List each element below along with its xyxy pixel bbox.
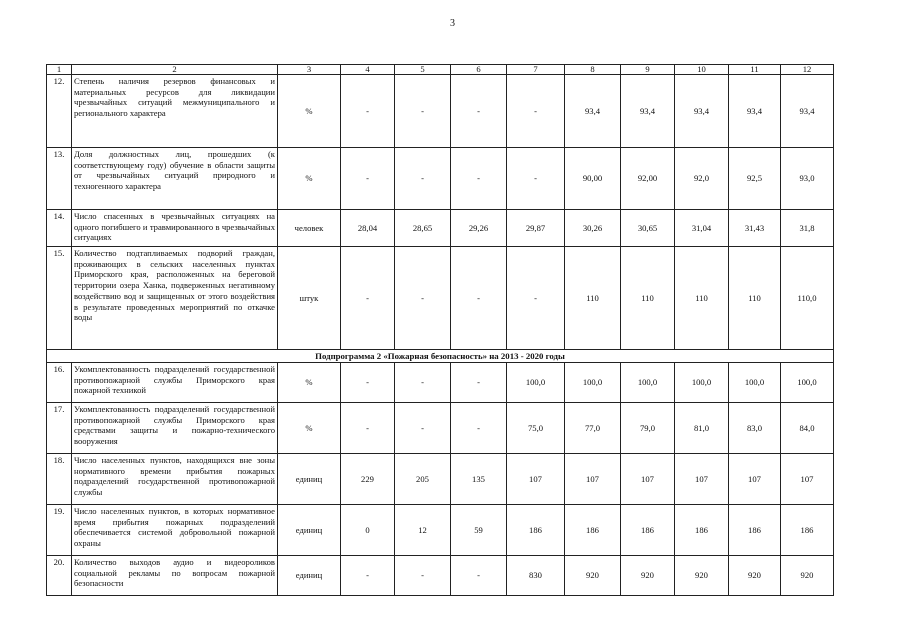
value-cell: 93,4 — [781, 75, 834, 148]
value-cell: 229 — [341, 454, 395, 505]
value-cell: 107 — [781, 454, 834, 505]
value-cell: 0 — [341, 505, 395, 556]
value-cell: - — [451, 148, 507, 210]
value-cell: - — [451, 363, 507, 403]
unit-cell: человек — [278, 210, 341, 247]
column-header: 4 — [341, 65, 395, 75]
value-cell: - — [341, 148, 395, 210]
value-cell: 90,00 — [565, 148, 621, 210]
unit-cell: % — [278, 148, 341, 210]
value-cell: 110 — [729, 247, 781, 350]
unit-cell: единиц — [278, 454, 341, 505]
column-header: 12 — [781, 65, 834, 75]
column-header: 1 — [47, 65, 72, 75]
indicator-name: Количество выходов аудио и видеороликов социальной рекламы по вопросам пожарной безопасности — [72, 556, 278, 596]
value-cell: 920 — [729, 556, 781, 596]
table-row — [47, 75, 834, 148]
value-cell: - — [395, 403, 451, 454]
value-cell: 83,0 — [729, 403, 781, 454]
table-row — [47, 454, 834, 505]
value-cell: 920 — [781, 556, 834, 596]
value-cell: 920 — [565, 556, 621, 596]
table-row — [47, 210, 834, 247]
value-cell: - — [395, 247, 451, 350]
value-cell: - — [395, 363, 451, 403]
table-row — [47, 403, 834, 454]
value-cell: - — [341, 75, 395, 148]
value-cell: 93,4 — [621, 75, 675, 148]
value-cell: 110 — [565, 247, 621, 350]
value-cell: 31,43 — [729, 210, 781, 247]
value-cell: 100,0 — [621, 363, 675, 403]
unit-cell: % — [278, 403, 341, 454]
value-cell: - — [507, 148, 565, 210]
value-cell: 100,0 — [729, 363, 781, 403]
value-cell: - — [395, 75, 451, 148]
value-cell: 81,0 — [675, 403, 729, 454]
value-cell: 100,0 — [565, 363, 621, 403]
table-row — [47, 505, 834, 556]
value-cell: 93,4 — [729, 75, 781, 148]
indicator-name: Степень наличия резервов финансовых и материальных ресурсов для ликвидации чрезвычайных ситуаций межмуниципального и регионального характера — [72, 75, 278, 148]
value-cell: 186 — [565, 505, 621, 556]
value-cell: 186 — [621, 505, 675, 556]
column-header: 7 — [507, 65, 565, 75]
value-cell: - — [341, 403, 395, 454]
indicator-name: Доля должностных лиц, прошедших (к соответствующему году) обучение в области защиты от чрезвычайных ситуаций природного и техногенного характера — [72, 148, 278, 210]
value-cell: 31,04 — [675, 210, 729, 247]
row-number: 19. — [47, 505, 72, 556]
value-cell: 135 — [451, 454, 507, 505]
value-cell: - — [341, 363, 395, 403]
unit-cell: единиц — [278, 505, 341, 556]
column-header: 10 — [675, 65, 729, 75]
value-cell: 92,0 — [675, 148, 729, 210]
value-cell: 28,65 — [395, 210, 451, 247]
row-number: 13. — [47, 148, 72, 210]
value-cell: 100,0 — [507, 363, 565, 403]
indicator-name: Число населенных пунктов, в которых нормативное время прибытия пожарных подразделений обеспечивается системой добровольной пожарной охраны — [72, 505, 278, 556]
value-cell: - — [451, 403, 507, 454]
value-cell: 28,04 — [341, 210, 395, 247]
value-cell: 30,26 — [565, 210, 621, 247]
value-cell: 186 — [507, 505, 565, 556]
value-cell: 205 — [395, 454, 451, 505]
value-cell: 92,5 — [729, 148, 781, 210]
unit-cell: % — [278, 75, 341, 148]
value-cell: 77,0 — [565, 403, 621, 454]
value-cell: 107 — [507, 454, 565, 505]
column-header: 6 — [451, 65, 507, 75]
column-header: 8 — [565, 65, 621, 75]
value-cell: 107 — [729, 454, 781, 505]
indicator-name: Число населенных пунктов, находящихся вне зоны нормативного времени прибытия пожарных подразделений государственной противопожарной службы — [72, 454, 278, 505]
indicator-name: Число спасенных в чрезвычайных ситуациях на одного погибшего и травмированного в чрезвычайных ситуациях — [72, 210, 278, 247]
value-cell: 100,0 — [781, 363, 834, 403]
value-cell: 110 — [621, 247, 675, 350]
value-cell: 186 — [729, 505, 781, 556]
value-cell: - — [395, 556, 451, 596]
value-cell: - — [507, 247, 565, 350]
value-cell: 84,0 — [781, 403, 834, 454]
value-cell: 920 — [621, 556, 675, 596]
unit-cell: % — [278, 363, 341, 403]
subprogram-title: Подпрограмма 2 «Пожарная безопасность» на 2013 - 2020 годы — [47, 350, 834, 363]
value-cell: 920 — [675, 556, 729, 596]
value-cell: 59 — [451, 505, 507, 556]
row-number: 15. — [47, 247, 72, 350]
value-cell: 93,0 — [781, 148, 834, 210]
row-number: 20. — [47, 556, 72, 596]
unit-cell: штук — [278, 247, 341, 350]
value-cell: 100,0 — [675, 363, 729, 403]
value-cell: 186 — [781, 505, 834, 556]
row-number: 14. — [47, 210, 72, 247]
value-cell: 110,0 — [781, 247, 834, 350]
value-cell: - — [451, 75, 507, 148]
column-number-row — [47, 65, 834, 75]
value-cell: 186 — [675, 505, 729, 556]
indicator-name: Укомплектованность подразделений государственной противопожарной службы Приморского края пожарной техникой — [72, 363, 278, 403]
row-number: 17. — [47, 403, 72, 454]
column-header: 3 — [278, 65, 341, 75]
row-number: 12. — [47, 75, 72, 148]
value-cell: - — [341, 556, 395, 596]
indicator-name: Количество подтапливаемых подворий граждан, проживающих в сельских населенных пунктах Приморского края, расположенных на береговой территории озера Ханка, подверженных негативному воздействию вод и защищенных от этого воздействия в результате проведенных мероприятий по откачке воды — [72, 247, 278, 350]
subprogram-row — [47, 350, 834, 363]
value-cell: 29,26 — [451, 210, 507, 247]
column-header: 9 — [621, 65, 675, 75]
value-cell: - — [507, 75, 565, 148]
value-cell: 79,0 — [621, 403, 675, 454]
table-row — [47, 148, 834, 210]
table-row — [47, 247, 834, 350]
value-cell: 75,0 — [507, 403, 565, 454]
indicators-table — [46, 64, 834, 596]
row-number: 18. — [47, 454, 72, 505]
value-cell: - — [395, 148, 451, 210]
column-header: 2 — [72, 65, 278, 75]
value-cell: 93,4 — [675, 75, 729, 148]
table-row — [47, 556, 834, 596]
value-cell: 92,00 — [621, 148, 675, 210]
value-cell: 30,65 — [621, 210, 675, 247]
page-number: 3 — [450, 18, 455, 29]
indicator-name: Укомплектованность подразделений государственной противопожарной службы Приморского края средствами защиты и пожарно-технического вооружения — [72, 403, 278, 454]
table-row — [47, 363, 834, 403]
value-cell: 93,4 — [565, 75, 621, 148]
value-cell: 12 — [395, 505, 451, 556]
value-cell: - — [451, 556, 507, 596]
value-cell: 107 — [621, 454, 675, 505]
value-cell: 29,87 — [507, 210, 565, 247]
value-cell: 110 — [675, 247, 729, 350]
value-cell: 107 — [675, 454, 729, 505]
value-cell: 107 — [565, 454, 621, 505]
column-header: 5 — [395, 65, 451, 75]
value-cell: 31,8 — [781, 210, 834, 247]
value-cell: 830 — [507, 556, 565, 596]
row-number: 16. — [47, 363, 72, 403]
value-cell: - — [451, 247, 507, 350]
value-cell: - — [341, 247, 395, 350]
column-header: 11 — [729, 65, 781, 75]
unit-cell: единиц — [278, 556, 341, 596]
